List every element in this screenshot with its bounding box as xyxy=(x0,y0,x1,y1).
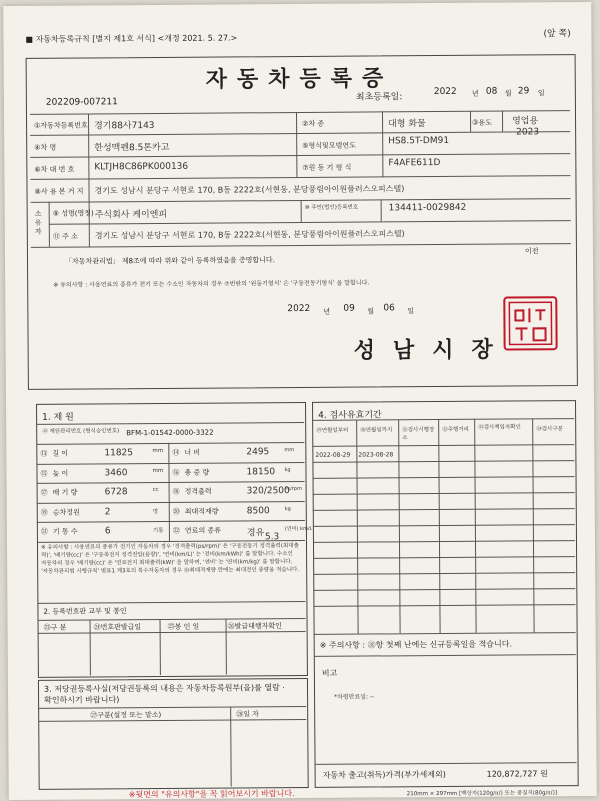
vin-value: KLTJH8C86PK000136 xyxy=(94,161,189,173)
spec-num-0: ⑬ xyxy=(40,449,48,458)
vin-label: 차 대 번 호 xyxy=(40,165,75,174)
spec-num2-0: ⑭ xyxy=(172,448,180,457)
page-side-label: (앞 쪽) xyxy=(543,29,571,40)
fuel-notice: ※ 유의사항 : 사용연료의 종류가 전기 또는 수소인 자동차의 경우 ⑦번란의 '원동기형식' 은 '구동전동기형식' 을 말합니다. xyxy=(53,279,370,289)
insp-col-mileage: ㉜주행거리 xyxy=(442,426,469,434)
spec-label-1: 높 이 xyxy=(52,469,69,478)
certificate-title: 자동차등록증 xyxy=(205,65,394,93)
spec-unit-3: 명 xyxy=(152,508,159,515)
remarks-label: 비고 xyxy=(321,668,338,678)
price-label: 자동차 출고(취득)가격(부가세제외) xyxy=(322,769,446,780)
specs-notes: ※ 유의사항 : 사용연료의 종류가 전기인 자동차의 경우 '정격출력(ps/rpm)' 은 '구동전동기 정격출력(최대출력)', '배기량(cc)' 은 '구동축전지 정격전압(용량)', '연비(km/L)' 는 '전비(km/kWh)' 를 말합니다. 수소인 자동차의 경우 '배기량(cc)' 은 '연료전지 최대출력(kW)' 을 말하며, '연비' 는 '연비(km/kg)' 를 말합니다. '자동차관리법 시행규칙' 별표1 제3호의 특수자동차의 경우 ⑳최대적재량 란에는 최대견인 중량을 적습니다. xyxy=(40,543,300,575)
spec-label-2: 배 기 량 xyxy=(52,488,78,497)
first-reg-month-unit: 월 xyxy=(504,89,512,98)
base-location-label: 사 용 본 거 지 xyxy=(40,187,84,196)
inspection-title: 4. 검사유효기간 xyxy=(318,410,382,421)
reg-number-value: 경기88사7143 xyxy=(94,121,155,132)
spec-unit2-3: kg xyxy=(284,505,291,512)
vehicle-name-label: 차 명 xyxy=(40,143,57,152)
inspection-note: ※ 주의사항 : ㉛항 첫째 난에는 신규등록일을 적습니다. xyxy=(319,639,513,650)
issuer-name: 성남시장 xyxy=(353,336,511,364)
first-reg-day-unit: 일 xyxy=(537,89,545,98)
plate-col-type: ㉓구 분 xyxy=(43,623,67,632)
owner-address-label: ⑪ 주 소 xyxy=(52,232,78,241)
vehicle-name-value: 한성맥펜8.5톤카고 xyxy=(94,142,170,154)
issue-month-unit: 월 xyxy=(367,307,375,316)
law-statement: 「자동차관리법」 제8조에 따라 위와 같이 등록하였음을 증명합니다. xyxy=(64,256,275,266)
mgmt-number-value: BFM-1-01542-0000-3322 xyxy=(126,428,214,438)
engine-type-value: F4AFE611D xyxy=(388,158,441,169)
base-location-value: 경기도 성남시 분당구 서현로 170, B동 2222호(서현동, 분당풍림아이원플러스오피스텔) xyxy=(94,184,405,196)
insp-col-from: ㉙연월일부터 xyxy=(316,427,349,434)
spec-unit-2: cc xyxy=(152,486,159,494)
spec-value2-3: 8500 xyxy=(246,505,270,516)
vehicle-type-label: 차 종 xyxy=(308,119,325,128)
price-value: 120,872,727 원 xyxy=(486,769,548,779)
spec-unit2-1: kg xyxy=(284,466,291,473)
owner-id-label: ⑩ 주민(법인)등록번호 xyxy=(304,204,359,211)
spec-num2-4: ㉒ xyxy=(172,526,180,535)
seal-icon xyxy=(505,298,555,348)
insp-col-type: ㉞검사구분 xyxy=(536,426,563,433)
registration-certificate: ■ 자동차등록규칙 [별지 제1호 서식] <개정 2021. 5. 27.> (앞 쪽) 자동차등록증 202209-007211 최초등록일: 2022 년 08 월 29 일 ①자동차등록번호 경기88사7143 ②차 종 대형 화물 ③용도 영업용 ④차 명 한성맥펜8.5톤카고 ⑤형식및모델연도 HS8.5T-DM91 2023 ⑥차 대 번 호 KLTJH8C86PK000136 ⑦원 동 기 형 식 F4AFE611D ⑧사 용 본 거 지 경기도 성남시 분당구 서현로 170, B동 2222호(서현동, 분당풍림아이원플러스오피스텔) 소유자 ⑨ 성명(명칭) 주식회사 케이엔피 ⑩ 주민(법인)등록번호 134411-0029842 ⑪ 주 소 경기도 성남시 분당구 서현로 170, B동 2222호(서현동, 분당풍림아이원플러스오피스텔) 「자동차관리법」 제8조에 따라 위와 같이 등록하였음을 증명합니다. 이전 ※ 유의사항 : 사용연료의 종류가 전기 또는 수소인 자동차의 경우 ⑦번란의 '원동기형식' 은 '구동전동기형식' 을 말합니다. 2022 년 09 월 06 일 성남시장 1. 제 원 ⑫ 제원관리번호 (형식승인번호) BFM-1-01542-0000-3322 ※ 유의사항 : 사용연료의 종류가 전기인 자동차의 경우 '정격출력(ps/rpm)' 은 '구동전동기 정격출력(최대출력)', '배기량(cc)' 은 '구동축전지 정격전압(용량)', '연비(km/L)' 는 '전비(km/kWh)' 를 말합니다. 수소인 자동차의 경우 '배기량(cc)' 은 '연료전지 최대출력(kW)' 을 말하며, '연비' 는 '연비(km/kg)' 를 말합니다. '자동차관리법 시행규칙' 별표1 제3호의 특수자동차의 경우 ⑳최대적재량 란에는 최대견인 중량을 적습니다. 2. 등록번호판 교부 및 봉인 ㉓구 분 ㉔번호판발급일 ㉕봉 인 일 ㉖발급대행자확인 3. 저당권등록사실(저당권등록의 내용은 자동차등록원부(을)를 열람 · 확인하시기 바랍니다) ㉗구분(설정 또는 말소) ㉘일 자 4. 검사유효기간 ㉙연월일부터 ㉚연월일까지 ㉛검사시행장소 ㉜주행거리 ㉝검사책임자확인 ㉞검사구분 2022-08-29 2023-08-28 ※ 주의사항 : ㉛항 첫째 난에는 신규등록일을 적습니다. 비고 *차령만료일: -- 자동차 출고(취득)가격(부가세제외) 120,872,727 원 ※뒷면의 "유의사항"을 꼭 읽어보시기 바랍니다. 210mm × 297mm [백상지(120g/㎡) 또는 중질지(80g/㎡)] ⑬ 길 이 11825 mm ⑭ 너 비 2495 mm ⑮ 높 이 3460 mm ⑯ 총 중 량 18150 kg ⑰ 배 기 량 6728 cc ⑱ 정격출력 320/2500 Ps/rpm ⑲ 승차정원 2 명 ⑳ 최대적재량 8500 kg ㉑ 기 통 수 6 기통 ㉒ 연료의 종류 경유 (연비) km/L 5.3 xyxy=(3,2,597,800)
spec-unit2-4: (연비) km/L xyxy=(284,525,313,533)
remarks-value: *차령만료일: -- xyxy=(334,693,375,701)
spec-value-0: 11825 xyxy=(104,448,134,459)
usage-label: 용도 xyxy=(478,118,492,127)
owner-name-label: ⑨ 성명(명칭) xyxy=(52,209,94,218)
spec-unit-4: 기통 xyxy=(152,527,164,535)
plate-col-seal-date: ㉕봉 인 일 xyxy=(167,622,200,631)
issue-day-unit: 일 xyxy=(407,307,415,316)
issue-day: 06 xyxy=(383,303,395,314)
spec-num2-2: ⑱ xyxy=(172,487,180,496)
spec-label2-1: 총 중 량 xyxy=(184,468,210,477)
spec-value2-2: 320/2500 xyxy=(246,486,290,497)
insp-col-inspector: ㉝검사책임자확인 xyxy=(478,424,521,431)
first-reg-year-unit: 년 xyxy=(471,89,479,98)
spec-value-3: 2 xyxy=(104,506,111,517)
owner-name-value: 주식회사 케이엔피 xyxy=(94,209,168,221)
owner-id-value: 134411-0029842 xyxy=(388,202,467,214)
vehicle-type-value: 대형 화물 xyxy=(388,119,426,130)
official-seal xyxy=(503,296,557,350)
spec-label2-4: 연료의 종류 xyxy=(184,526,221,535)
model-year-label: 형식및모델연도 xyxy=(308,141,356,150)
spec-num-4: ㉑ xyxy=(40,527,48,536)
plate-col-agent: ㉖발급대행자확인 xyxy=(227,622,282,631)
spec-num-2: ⑰ xyxy=(40,488,48,497)
first-reg-label: 최초등록일: xyxy=(355,92,403,103)
spec-label-0: 길 이 xyxy=(52,449,69,458)
spec-num-1: ⑮ xyxy=(40,469,48,478)
lien-col-type: ㉗구분(설정 또는 말소) xyxy=(90,710,162,720)
spec-unit-1: mm xyxy=(152,467,164,474)
spec-num-3: ⑲ xyxy=(40,508,48,517)
spec-value-2: 6728 xyxy=(104,487,128,498)
spec-value-1: 3460 xyxy=(104,467,128,478)
insp-col-to: ㉚연월일까지 xyxy=(360,427,393,434)
regulation-header: ■ 자동차등록규칙 [별지 제1호 서식] <개정 2021. 5. 27.> xyxy=(25,33,238,44)
spec-unit2-0: mm xyxy=(284,447,295,454)
model-year-value: 2023 xyxy=(516,127,540,138)
issue-year: 2022 xyxy=(287,303,311,315)
specs-title: 1. 제 원 xyxy=(42,412,74,423)
back-warning: ※뒷면의 "유의사항"을 꼭 읽어보시기 바랍니다. xyxy=(128,789,295,800)
owner-side-label: 소유자 xyxy=(34,209,42,236)
insp-row-from: 2022-08-29 xyxy=(315,451,351,459)
usage-value: 영업용 xyxy=(512,116,539,127)
spec-unit-0: mm xyxy=(152,447,164,455)
spec-value2-0: 2495 xyxy=(246,447,270,458)
spec-label2-2: 정격출력 xyxy=(184,487,212,496)
spec-num2-1: ⑯ xyxy=(172,468,180,477)
issue-month: 09 xyxy=(343,303,355,314)
spec-num2-3: ⑳ xyxy=(172,507,180,516)
spec-value2-1: 18150 xyxy=(246,466,276,477)
inspection-frame xyxy=(312,400,579,788)
spec-label2-0: 너 비 xyxy=(184,448,201,457)
model-value: HS8.5T-DM91 xyxy=(388,135,450,147)
plate-section-title: 2. 등록번호판 교부 및 봉인 xyxy=(43,607,127,616)
plate-col-issue-date: ㉔번호판발급일 xyxy=(93,623,142,632)
doc-number: 202209-007211 xyxy=(45,97,118,108)
fuel-efficiency-value: 5.3 xyxy=(264,532,280,543)
insp-col-place: ㉛검사시행장소 xyxy=(402,427,435,442)
insp-row-to: 2023-08-28 xyxy=(358,451,394,459)
issue-year-unit: 년 xyxy=(323,307,331,316)
spec-unit2-2: Ps/rpm xyxy=(284,485,302,493)
engine-type-label: 원 동 기 형 식 xyxy=(308,163,352,172)
spec-label2-3: 최대적재량 xyxy=(184,507,219,516)
spec-value-4: 6 xyxy=(104,526,111,537)
spec-label-4: 기 통 수 xyxy=(52,527,78,536)
spec-value2-4: 경유 xyxy=(246,528,265,539)
lien-col-date: ㉘일 자 xyxy=(236,710,259,719)
first-reg-day: 29 xyxy=(517,86,530,97)
first-reg-month: 08 xyxy=(485,86,498,97)
owner-address-value: 경기도 성남시 분당구 서현로 170, B동 2222호(서현동, 분당풍림아이원플러스오피스텔) xyxy=(94,229,405,241)
first-reg-year: 2022 xyxy=(433,86,457,98)
lien-section-title: 3. 저당권등록사실(저당권등록의 내용은 자동차등록원부(을)를 열람 · 확인하시기 바랍니다) xyxy=(43,683,285,705)
reg-number-label: 자동차등록번호 xyxy=(40,121,88,130)
spec-label-3: 승차정원 xyxy=(52,508,80,517)
paper-size: 210mm × 297mm [백상지(120g/㎡) 또는 중질지(80g/㎡)] xyxy=(406,790,558,798)
transfer-note: 이전 xyxy=(524,247,539,256)
row1-num: ① xyxy=(34,121,41,130)
mgmt-number-label: ⑫ 제원관리번호 (형식승인번호) xyxy=(42,428,120,435)
specs-table xyxy=(3,2,591,6)
